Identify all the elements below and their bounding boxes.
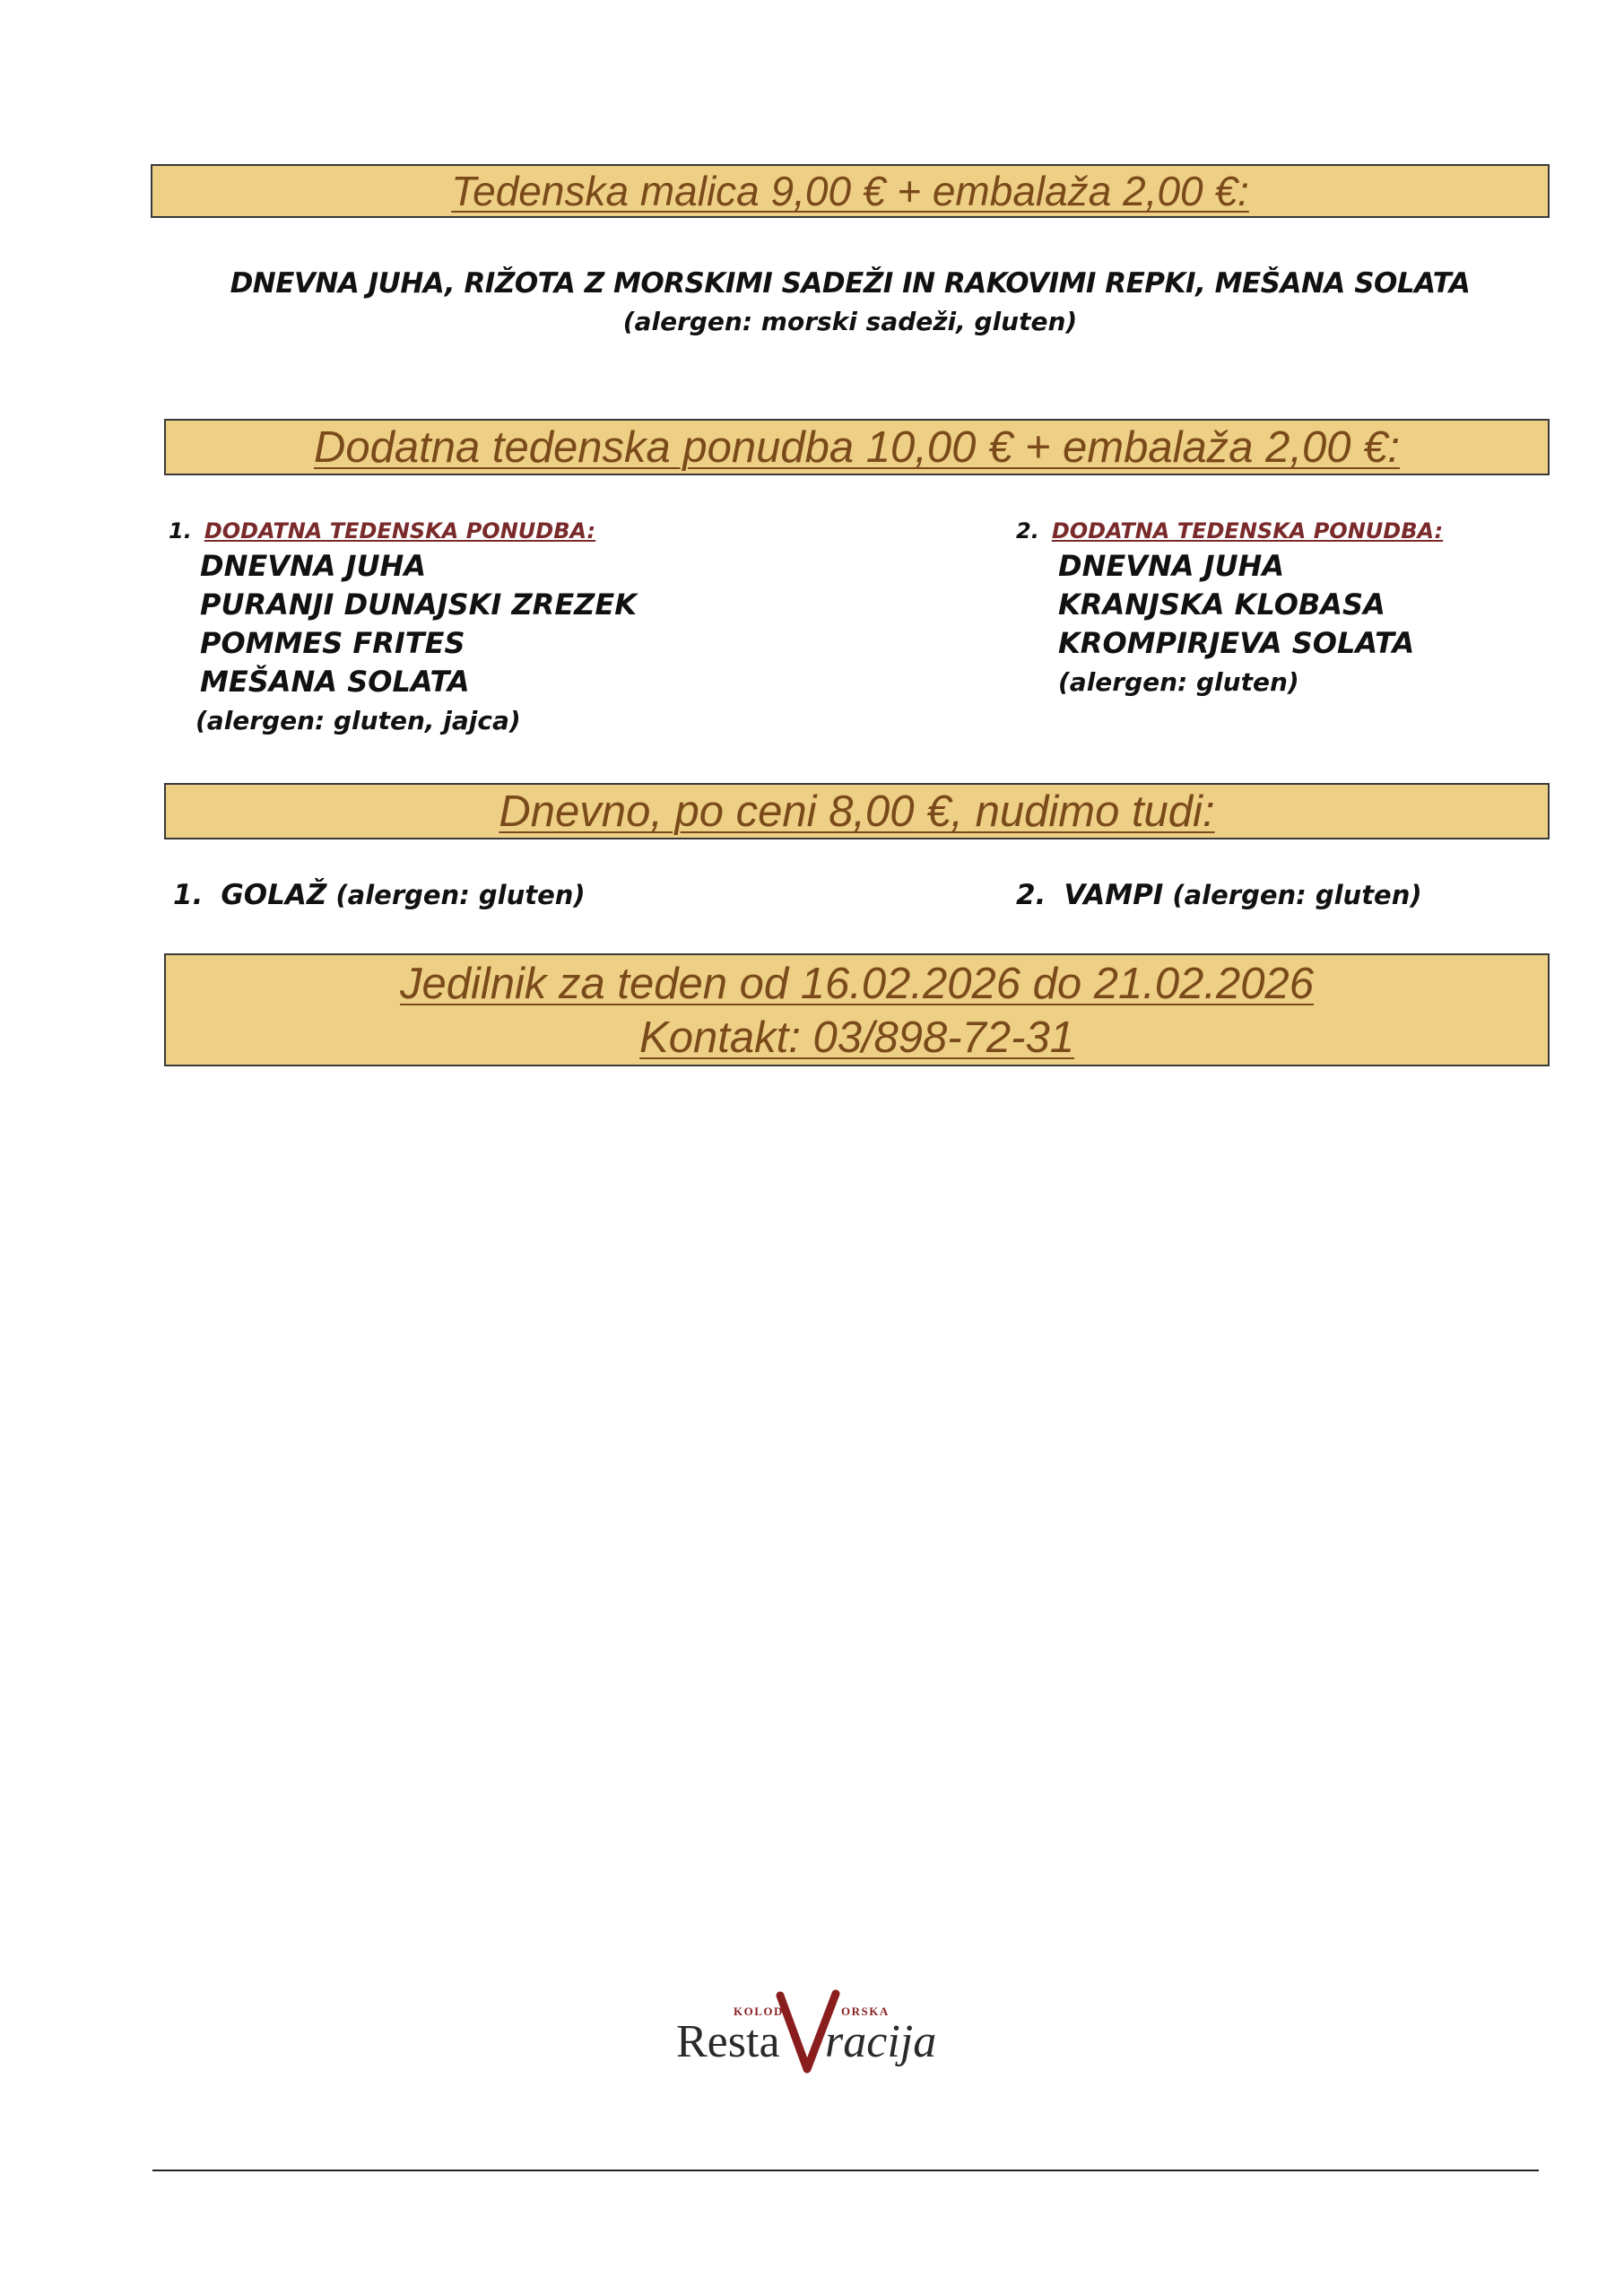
daily-offer-banner bbox=[164, 783, 1550, 839]
extra-offer-2 bbox=[1016, 518, 1443, 701]
daily-offer-1-number: 1. bbox=[173, 879, 204, 911]
extra-offer-1-item: MEŠANA SOLATA bbox=[200, 665, 470, 699]
extra-offer-2-number: 2. bbox=[1016, 518, 1039, 544]
extra-offer-1-item: PURANJI DUNAJSKI ZREZEK bbox=[200, 587, 638, 622]
extra-offer-1-item: POMMES FRITES bbox=[200, 626, 465, 660]
extra-offer-2-item: KROMPIRJEVA SOLATA bbox=[1058, 626, 1415, 660]
footer-divider bbox=[152, 2170, 1539, 2171]
daily-offer-1-allergens: (alergen: gluten) bbox=[335, 880, 586, 910]
daily-offer-2-dish: VAMPI bbox=[1064, 879, 1164, 911]
contact-info: Kontakt: 03/898-72-31 bbox=[639, 1013, 1074, 1062]
weekly-meal-banner-text: Tedenska malica 9,00 € + embalaža 2,00 €: bbox=[451, 168, 1249, 214]
extra-offer-1 bbox=[169, 518, 637, 740]
extra-offer-2-title: DODATNA TEDENSKA PONUDBA: bbox=[1051, 518, 1444, 544]
week-range: Jedilnik za teden od 16.02.2026 do 21.02.2026 bbox=[400, 960, 1314, 1008]
restavracija-logo bbox=[673, 1987, 977, 2094]
extra-offer-banner-text: Dodatna tedenska ponudba 10,00 € + embalaža 2,00 €: bbox=[314, 423, 1400, 472]
extra-offer-1-heading bbox=[169, 518, 637, 544]
logo-top-text-right: ORSKA bbox=[841, 2005, 890, 2018]
weekly-meal-banner bbox=[151, 164, 1550, 218]
extra-offer-2-item: KRANJSKA KLOBASA bbox=[1058, 587, 1385, 622]
daily-offer-1-dish: GOLAŽ bbox=[221, 879, 327, 911]
extra-offer-1-number: 1. bbox=[169, 518, 192, 544]
daily-offer-2-allergens: (alergen: gluten) bbox=[1172, 880, 1422, 910]
extra-offer-1-item: DNEVNA JUHA bbox=[200, 549, 427, 583]
extra-offer-2-heading bbox=[1016, 518, 1443, 544]
logo-word-right: racija bbox=[825, 2016, 937, 2067]
weekly-meal-allergens: (alergen: morski sadeži, gluten) bbox=[622, 307, 1078, 336]
daily-offer-2-number: 2. bbox=[1016, 879, 1046, 911]
extra-offer-1-title: DODATNA TEDENSKA PONUDBA: bbox=[204, 518, 596, 544]
daily-offer-banner-text: Dnevno, po ceni 8,00 €, nudimo tudi: bbox=[499, 787, 1215, 836]
weekly-meal-dish: DNEVNA JUHA, RIŽOTA Z MORSKIMI SADEŽI IN RAKOVIMI REPKI, MEŠANA SOLATA bbox=[230, 267, 1471, 300]
daily-offer-1 bbox=[173, 879, 586, 911]
extra-offer-1-allergens: (alergen: gluten, jajca) bbox=[195, 706, 521, 735]
extra-offer-2-item: DNEVNA JUHA bbox=[1058, 549, 1285, 583]
week-info-banner bbox=[164, 953, 1550, 1066]
extra-offer-2-allergens: (alergen: gluten) bbox=[1058, 667, 1299, 697]
logo-top-text-left: KOLOD bbox=[734, 2005, 784, 2018]
extra-offer-banner bbox=[164, 419, 1550, 475]
daily-offer-2 bbox=[1016, 879, 1422, 911]
logo-word-left: Resta bbox=[676, 2016, 780, 2067]
